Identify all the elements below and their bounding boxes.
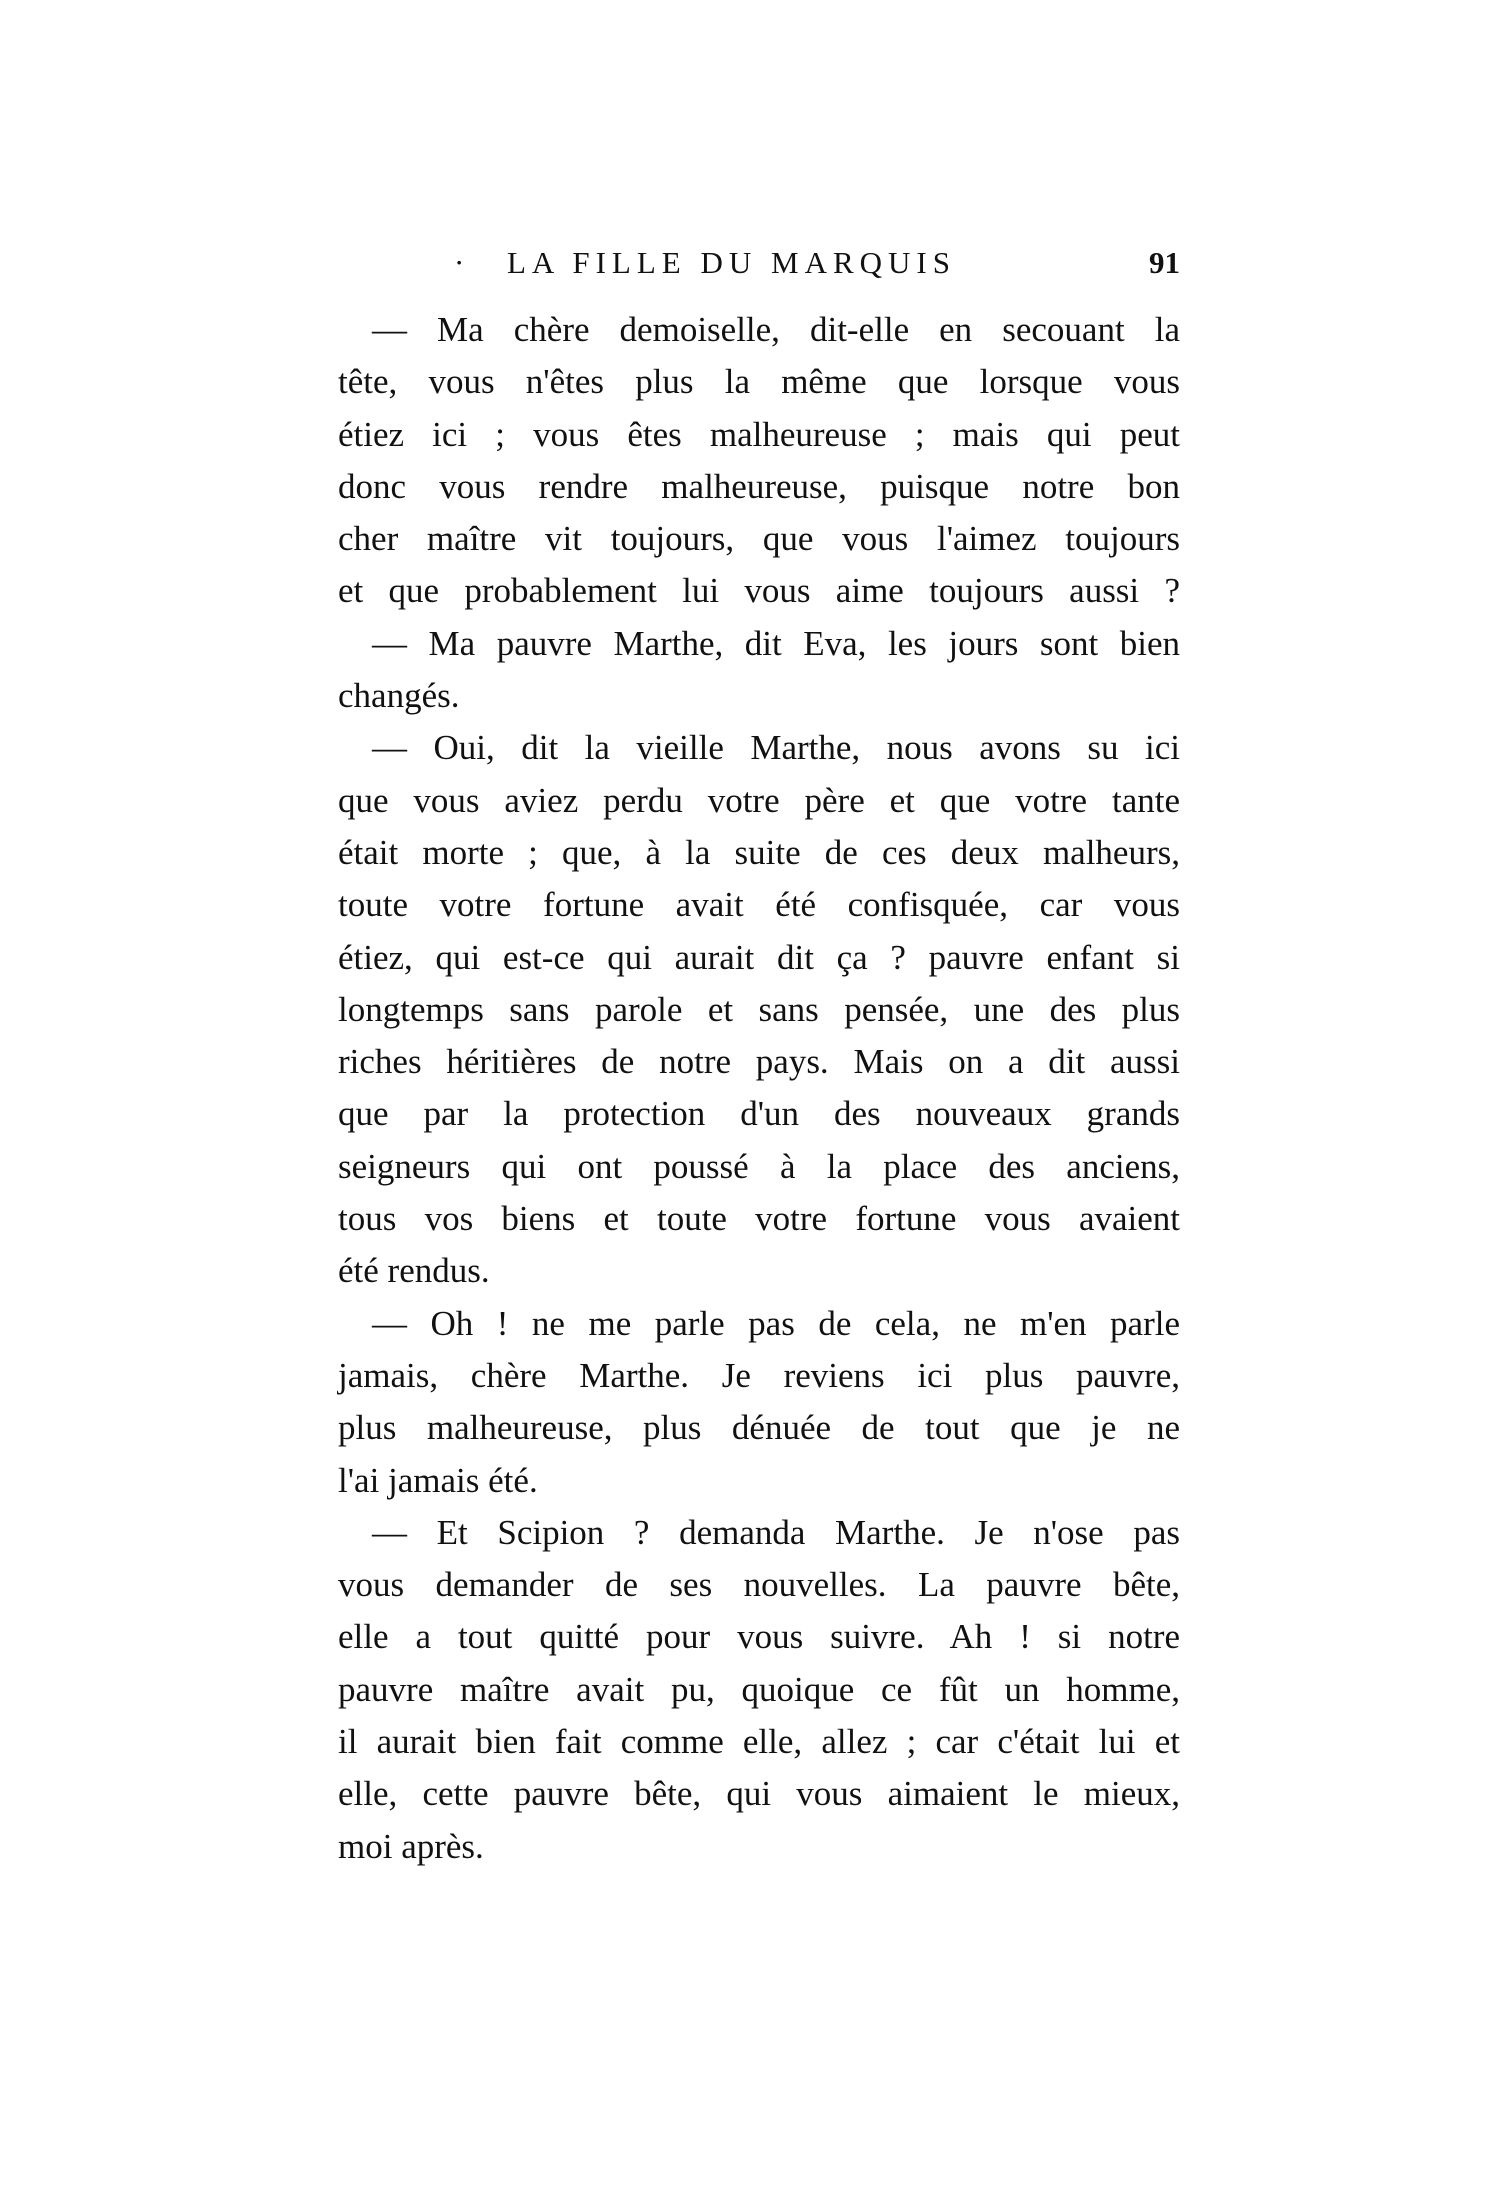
- text-line: l'ai jamais été.: [338, 1460, 538, 1500]
- text-line: cher maître vit toujours, que vous l'aimez toujours: [338, 519, 1180, 559]
- running-title: LA FILLE DU MARQUIS: [507, 245, 956, 280]
- text-line: que vous aviez perdu votre père et que votre tante: [338, 780, 1180, 820]
- body-text: [338, 304, 1180, 1873]
- text-line: tête, vous n'êtes plus la même que lorsque vous: [338, 362, 1180, 402]
- text-line: étiez, qui est-ce qui aurait dit ça ? pauvre enfant si: [338, 937, 1180, 977]
- text-line: tous vos biens et toute votre fortune vous avaient: [338, 1199, 1180, 1239]
- text-line: plus malheureuse, plus dénuée de tout que je ne: [338, 1408, 1180, 1448]
- text-line: — Ma chère demoiselle, dit-elle en secouant la: [372, 310, 1180, 349]
- text-line: il aurait bien fait comme elle, allez ; car c'était lui et: [338, 1722, 1180, 1762]
- text-line: étiez ici ; vous êtes malheureuse ; mais qui peut: [338, 414, 1180, 454]
- text-line: elle a tout quitté pour vous suivre. Ah ! si notre: [338, 1617, 1180, 1657]
- text-line: pauvre maître avait pu, quoique ce fût un homme,: [338, 1669, 1180, 1709]
- header-dot: ·: [454, 245, 465, 280]
- text-line: seigneurs qui ont poussé à la place des anciens,: [338, 1146, 1180, 1186]
- text-line: toute votre fortune avait été confisquée, car vous: [338, 885, 1180, 925]
- text-line: riches héritières de notre pays. Mais on a dit aussi: [338, 1042, 1180, 1082]
- text-line: — Oh ! ne me parle pas de cela, ne m'en parle: [372, 1303, 1180, 1343]
- text-line: était morte ; que, à la suite de ces deux malheurs,: [338, 832, 1180, 872]
- text-line: changés.: [338, 676, 460, 716]
- text-line: — Oui, dit la vieille Marthe, nous avons su ici: [372, 728, 1180, 768]
- page-number: 91: [1149, 245, 1180, 280]
- page-header: [338, 238, 1180, 288]
- text-line: elle, cette pauvre bête, qui vous aimaient le mieux,: [338, 1774, 1180, 1814]
- text-line: jamais, chère Marthe. Je reviens ici plus pauvre,: [338, 1355, 1180, 1395]
- text-line: et que probablement lui vous aime toujours aussi ?: [338, 571, 1180, 611]
- text-line: moi après.: [338, 1826, 484, 1866]
- text-line: que par la protection d'un des nouveaux grands: [338, 1094, 1180, 1134]
- text-line: — Et Scipion ? demanda Marthe. Je n'ose pas: [372, 1512, 1180, 1552]
- text-line: donc vous rendre malheureuse, puisque notre bon: [338, 466, 1180, 506]
- text-line: longtemps sans parole et sans pensée, une des plus: [338, 989, 1180, 1029]
- text-line: vous demander de ses nouvelles. La pauvre bête,: [338, 1565, 1180, 1605]
- text-line: été rendus.: [338, 1251, 490, 1291]
- text-line: — Ma pauvre Marthe, dit Eva, les jours sont bien: [372, 623, 1180, 663]
